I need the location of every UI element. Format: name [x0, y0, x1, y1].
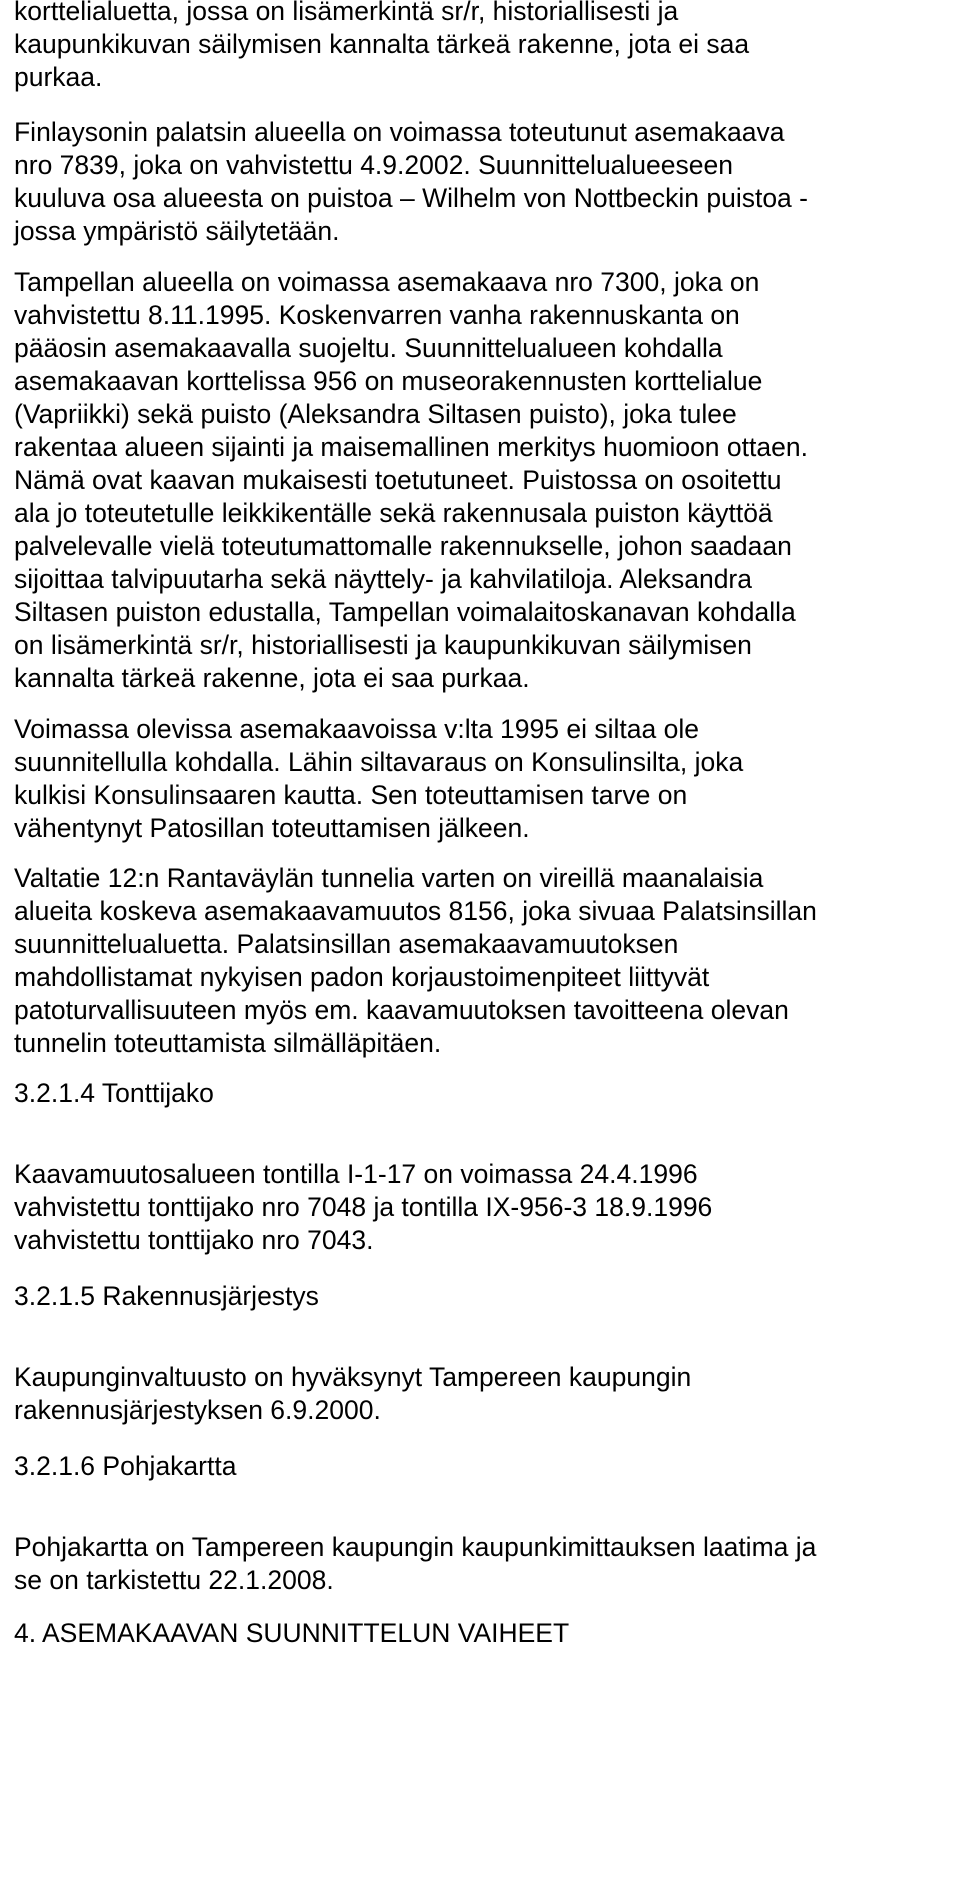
text-line: (Vapriikki) sekä puisto (Aleksandra Siltasen puisto), joka tulee: [14, 399, 737, 429]
text-line: korttelialuetta, jossa on lisämerkintä sr/r, historiallisesti ja: [14, 0, 679, 26]
text-line: alueita koskeva asemakaavamuutos 8156, joka sivuaa Palatsinsillan: [14, 896, 817, 926]
section-heading: 3.2.1.4 Tonttijako: [14, 1078, 214, 1108]
text-line: Voimassa olevissa asemakaavoissa v:lta 1995 ei siltaa ole: [14, 714, 699, 744]
text-line: Tampellan alueella on voimassa asemakaava nro 7300, joka on: [14, 267, 760, 297]
text-line: Kaavamuutosalueen tontilla I-1-17 on voimassa 24.4.1996: [14, 1159, 698, 1189]
text-line: Siltasen puiston edustalla, Tampellan voimalaitoskanavan kohdalla: [14, 597, 796, 627]
text-line: kannalta tärkeä rakenne, jota ei saa purkaa.: [14, 663, 530, 693]
text-line: vahvistettu tonttijako nro 7048 ja tontilla IX-956-3 18.9.1996: [14, 1192, 713, 1222]
text-line: kaupunkikuvan säilymisen kannalta tärkeä rakenne, jota ei saa: [14, 29, 750, 59]
heading-rakennusjarjestys: [14, 1280, 946, 1313]
text-line: mahdollistamat nykyisen padon korjaustoimenpiteet liittyvät: [14, 962, 710, 992]
text-line: Valtatie 12:n Rantaväylän tunnelia varten on vireillä maanalaisia: [14, 863, 764, 893]
heading-tonttijako: [14, 1077, 946, 1110]
paragraph-pohjakartta: [14, 1531, 946, 1597]
text-line: vahvistettu tonttijako nro 7043.: [14, 1225, 374, 1255]
paragraph-finlayson: [14, 116, 946, 248]
text-line: on lisämerkintä sr/r, historiallisesti ja kaupunkikuvan säilymisen: [14, 630, 752, 660]
text-line: patoturvallisuuteen myös em. kaavamuutoksen tavoitteena olevan: [14, 995, 789, 1025]
text-line: rakentaa alueen sijainti ja maisemallinen merkitys huomioon ottaen.: [14, 432, 808, 462]
text-line: suunnitellulla kohdalla. Lähin siltavaraus on Konsulinsilta, joka: [14, 747, 744, 777]
text-line: kuuluva osa alueesta on puistoa – Wilhelm von Nottbeckin puistoa -: [14, 183, 808, 213]
text-line: se on tarkistettu 22.1.2008.: [14, 1565, 334, 1595]
text-line: asemakaavan korttelissa 956 on museorakennusten korttelialue: [14, 366, 763, 396]
chapter-heading: 4. ASEMAKAAVAN SUUNNITTELUN VAIHEET: [14, 1618, 570, 1648]
text-line: Finlaysonin palatsin alueella on voimassa toteutunut asemakaava: [14, 117, 785, 147]
paragraph-siltaa: [14, 713, 946, 845]
text-line: nro 7839, joka on vahvistettu 4.9.2002. Suunnittelualueeseen: [14, 150, 733, 180]
text-line: sijoittaa talvipuutarha sekä näyttely- ja kahvilatiloja. Aleksandra: [14, 564, 752, 594]
text-line: ala jo toteutetulle leikkikentälle sekä rakennusala puiston käyttöä: [14, 498, 773, 528]
text-line: Nämä ovat kaavan mukaisesti toetutuneet. Puistossa on osoitettu: [14, 465, 782, 495]
section-heading: 3.2.1.6 Pohjakartta: [14, 1451, 237, 1481]
text-line: palvelevalle vielä toteutumattomalle rakennukselle, johon saadaan: [14, 531, 792, 561]
paragraph-intro-continued: [14, 0, 946, 94]
section-heading: 3.2.1.5 Rakennusjärjestys: [14, 1281, 319, 1311]
text-line: suunnittelualuetta. Palatsinsillan asemakaavamuutoksen: [14, 929, 679, 959]
text-line: Pohjakartta on Tampereen kaupungin kaupunkimittauksen laatima ja: [14, 1532, 817, 1562]
text-line: vahvistettu 8.11.1995. Koskenvarren vanha rakennuskanta on: [14, 300, 740, 330]
paragraph-rakennusjarjestys: [14, 1361, 946, 1427]
text-line: purkaa.: [14, 62, 103, 92]
paragraph-valtatie: [14, 862, 946, 1060]
text-line: kulkisi Konsulinsaaren kautta. Sen toteuttamisen tarve on: [14, 780, 688, 810]
text-line: jossa ympäristö säilytetään.: [14, 216, 340, 246]
heading-pohjakartta: [14, 1450, 946, 1483]
heading-suunnittelun-vaiheet: [14, 1617, 946, 1650]
paragraph-tampella: [14, 266, 946, 695]
text-line: pääosin asemakaavalla suojeltu. Suunnittelualueen kohdalla: [14, 333, 723, 363]
text-line: tunnelin toteuttamista silmälläpitäen.: [14, 1028, 442, 1058]
text-line: vähentynyt Patosillan toteuttamisen jälkeen.: [14, 813, 530, 843]
text-line: rakennusjärjestyksen 6.9.2000.: [14, 1395, 381, 1425]
paragraph-tonttijako: [14, 1158, 946, 1257]
text-line: Kaupunginvaltuusto on hyväksynyt Tampereen kaupungin: [14, 1362, 692, 1392]
